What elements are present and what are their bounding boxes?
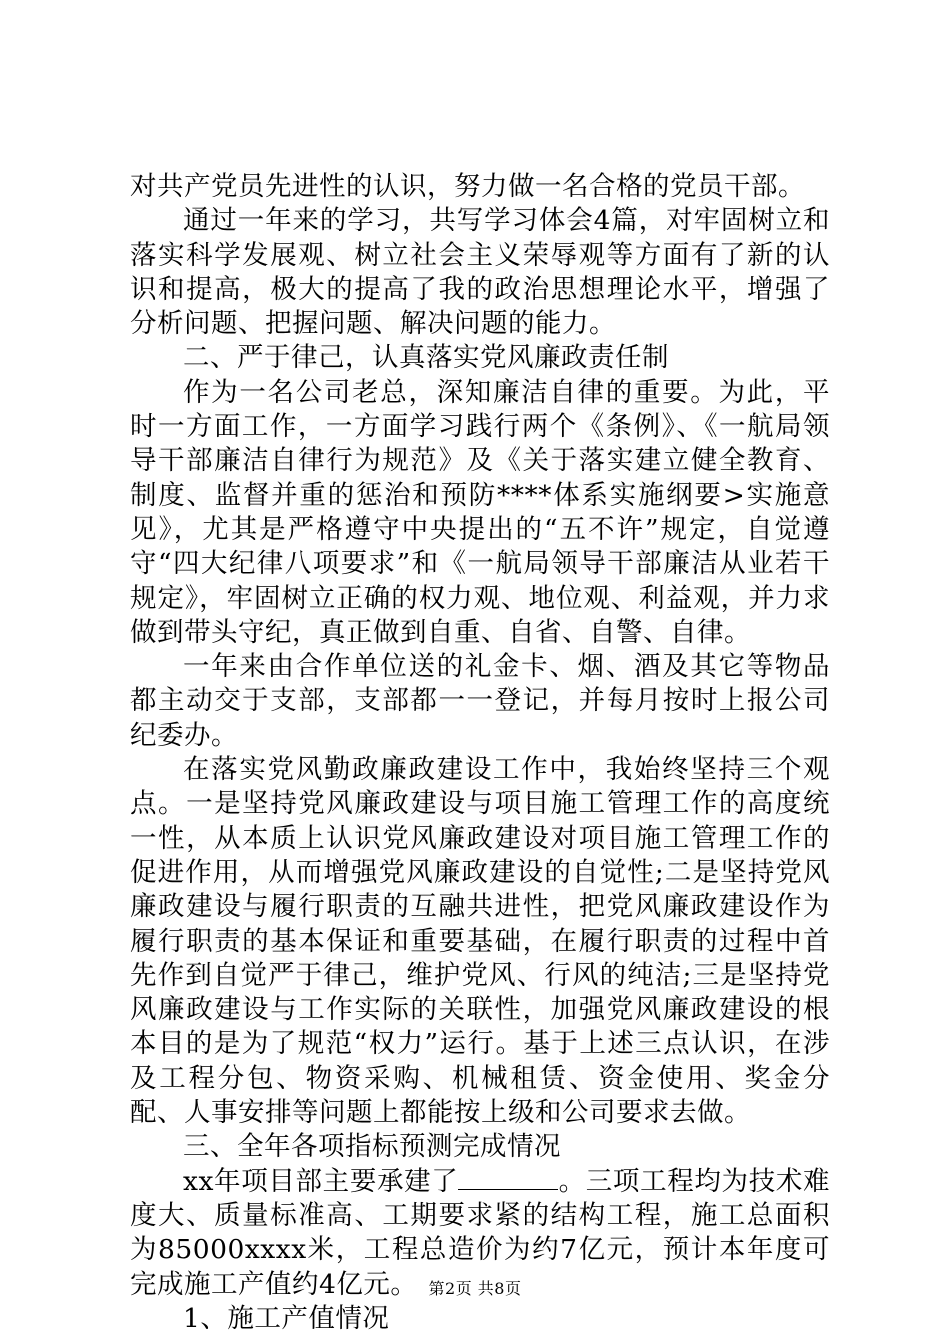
section-heading: 三、全年各项指标预测完成情况	[183, 1131, 561, 1163]
fill-in-blank	[458, 1165, 558, 1190]
subsection-heading: 1、施工产值情况	[183, 1302, 390, 1334]
page-number: 第2页 共8页	[428, 1279, 522, 1298]
paragraph-text-before: xx年项目部主要承建了	[183, 1165, 459, 1197]
section-heading: 二、严于律己，认真落实党风廉政责任制	[183, 342, 669, 374]
paragraph: 一年来由合作单位送的礼金卡、烟、酒及其它等物品都主动交于支部，支部都一一登记，并每月按时上报公司纪委办。	[130, 651, 830, 751]
document-body	[130, 170, 830, 1336]
page-footer	[0, 1276, 950, 1299]
paragraph: 在落实党风勤政廉政建设工作中，我始终坚持三个观点。一是坚持党风廉政建设与项目施工管理工作的高度统一性，从本质上认识党风廉政建设对项目施工管理工作的促进作用，从而增强党风廉政建设的自觉性;二是坚持党风廉政建设与履行职责的互融共进性，把党风廉政建设作为履行职责的基本保证和重要基础，在履行职责的过程中首先作到自觉严于律己，维护党风、行风的纯洁;三是坚持党风廉政建设与工作实际的关联性，加强党风廉政建设的根本目的是为了规范“权力”运行。基于上述三点认识，在涉及工程分包、物资采购、机械租赁、资金使用、奖金分配、人事安排等问题上都能按上级和公司要求去做。	[130, 754, 830, 1129]
paragraph-text-after: 。三项工程均为技术难度大、质量标准高、工期要求紧的结构工程，施工总面积为85000xxxx米，工程总造价为约7亿元，预计本年度可完成施工产值约4亿元。	[130, 1165, 831, 1300]
paragraph: 通过一年来的学习，共写学习体会4篇，对牢固树立和落实科学发展观、树立社会主义荣辱观等方面有了新的认识和提高，极大的提高了我的政治思想理论水平，增强了分析问题、把握问题、解决问题的能力。	[130, 205, 830, 340]
paragraph: 对共产党员先进性的认识，努力做一名合格的党员干部。	[130, 171, 805, 202]
paragraph: 作为一名公司老总，深知廉洁自律的重要。为此，平时一方面工作，一方面学习践行两个《条例》、《一航局领导干部廉洁自律行为规范》及《关于落实建立健全教育、制度、监督并重的惩治和预防****体系实施纲要>实施意见》，尤其是严格遵守中央提出的“五不许”规定，自觉遵守“四大纪律八项要求”和《一航局领导干部廉洁从业若干规定》，牢固树立正确的权力观、地位观、利益观，并力求做到带头守纪，真正做到自重、自省、自警、自律。	[130, 376, 830, 648]
